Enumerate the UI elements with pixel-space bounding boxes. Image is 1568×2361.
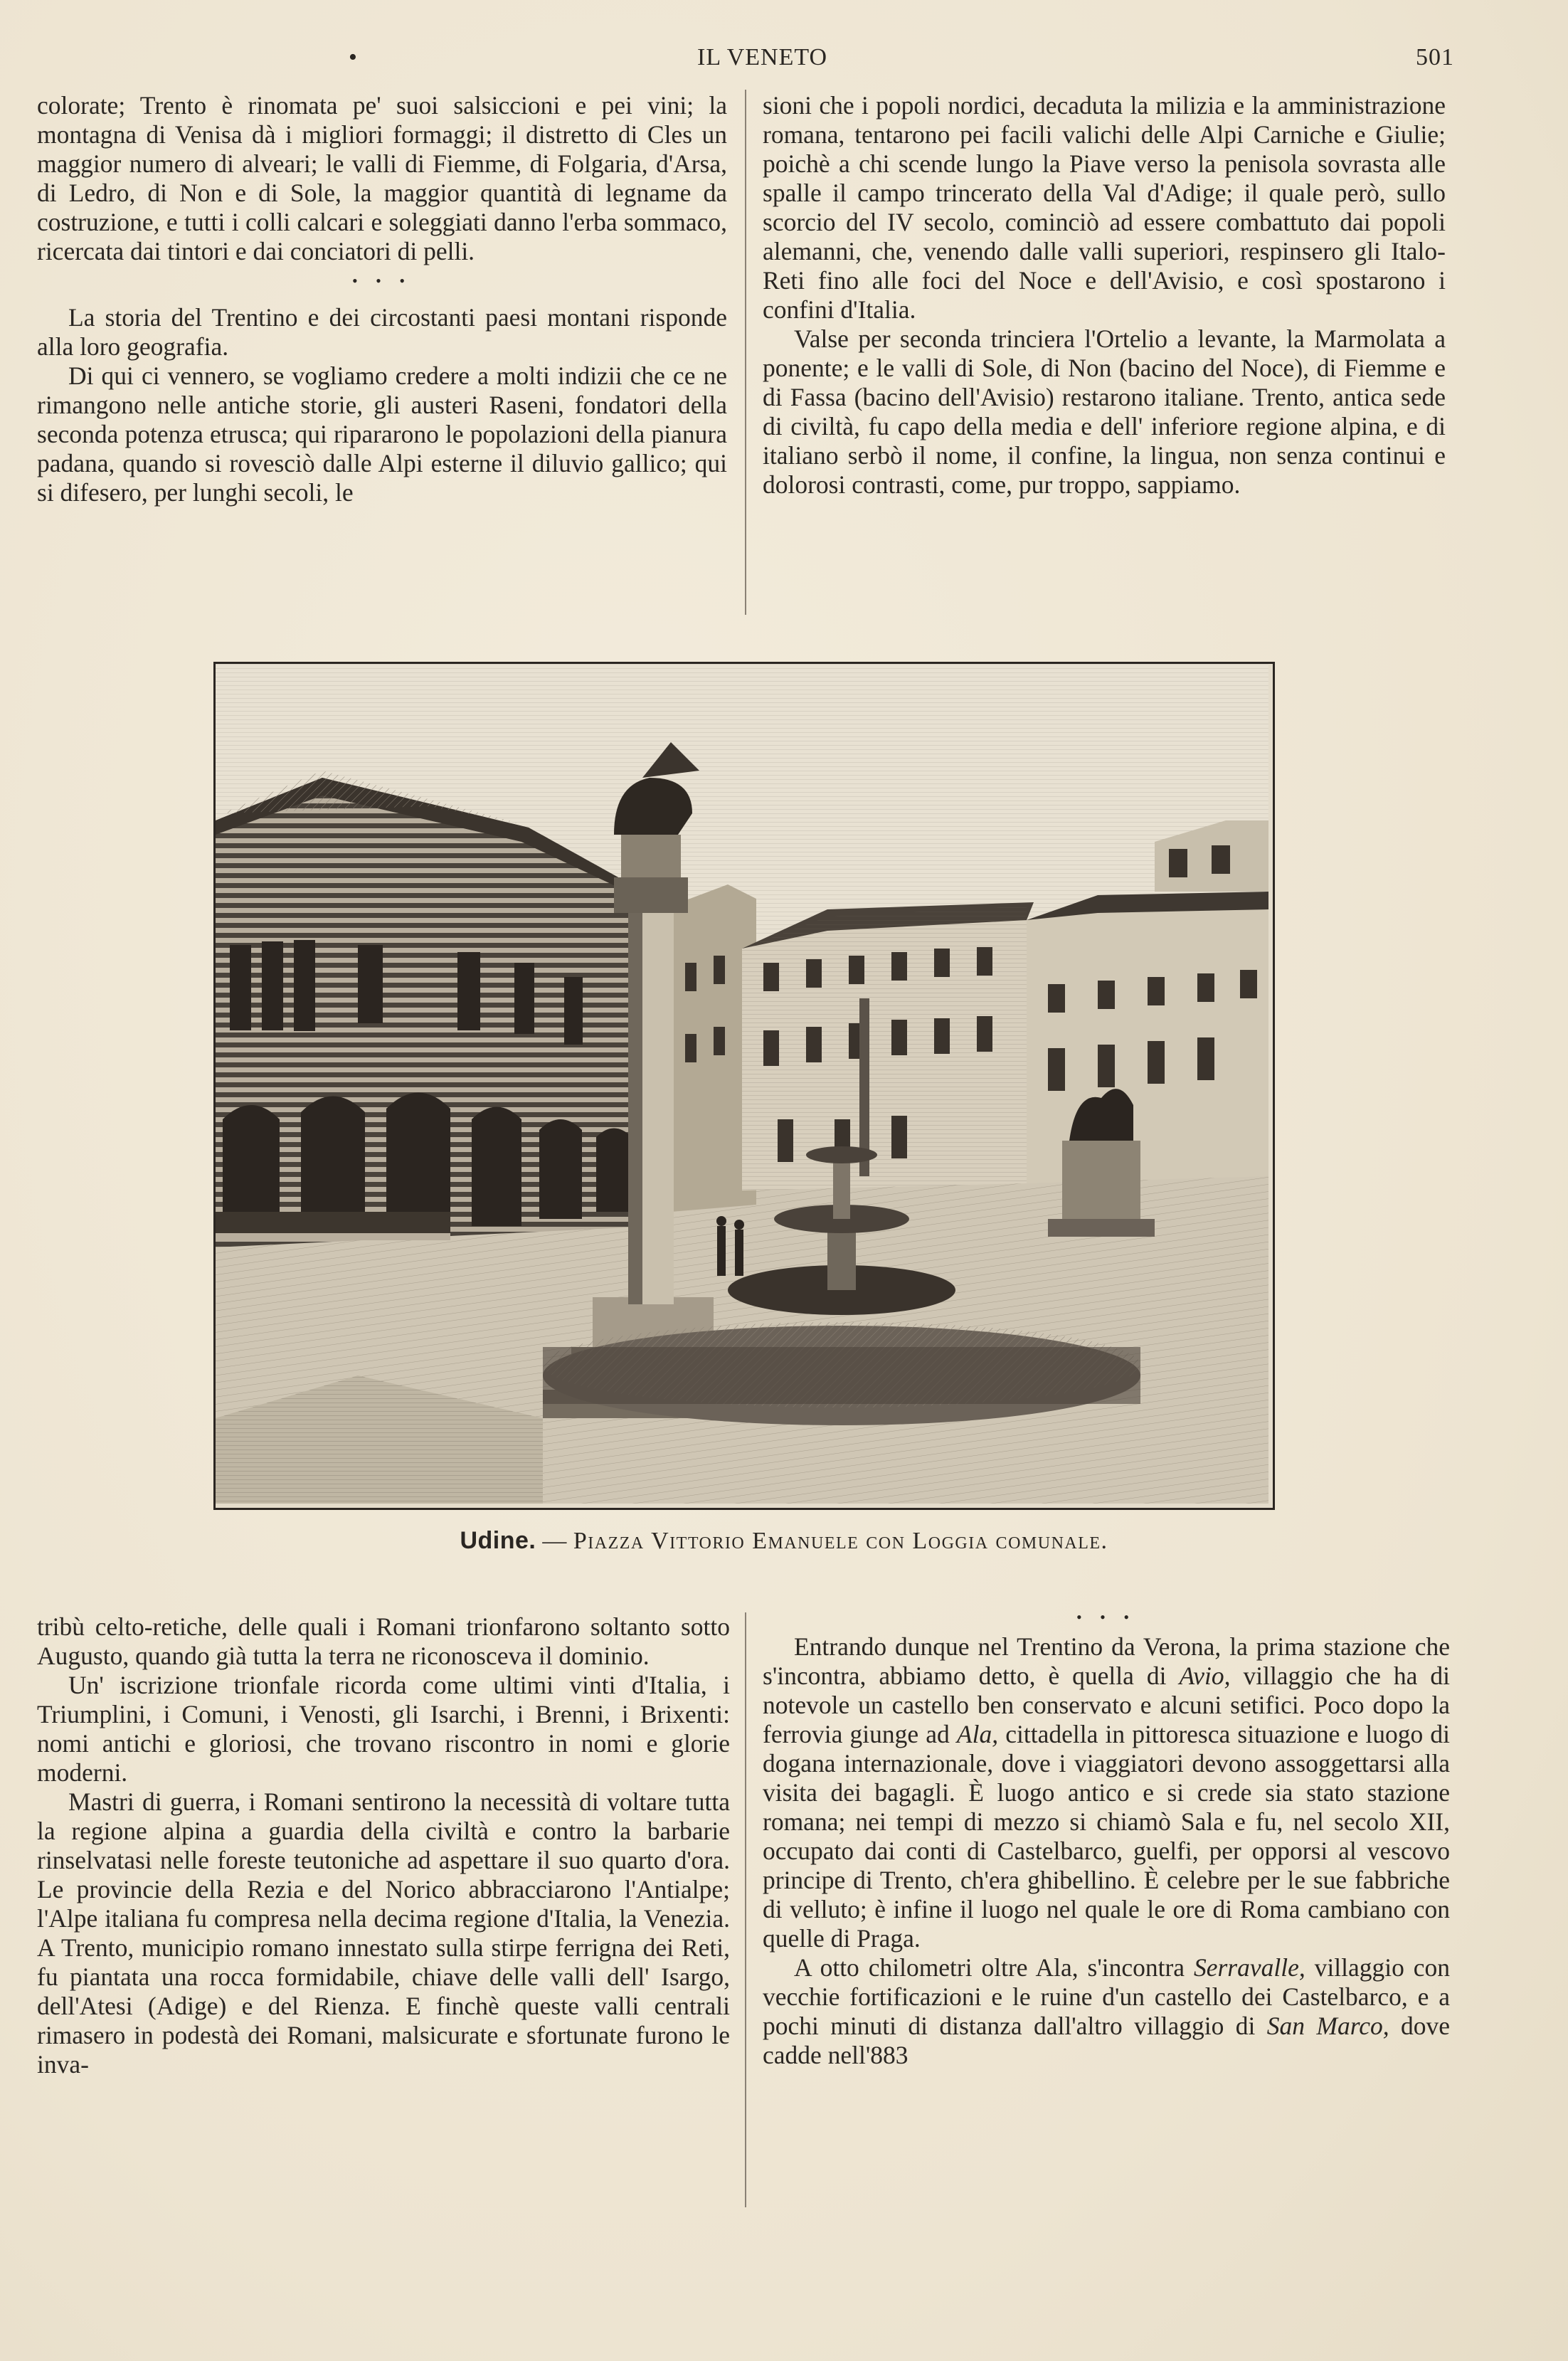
running-title: IL VENETO — [697, 44, 828, 70]
paragraph: La storia del Trentino e dei circostanti paesi montani risponde alla loro geografia. — [37, 303, 727, 361]
paragraph: Un' iscrizione trionfale ricorda come ultimi vinti d'Italia, i Triumplini, i Comuni, i Venosti, gli Isarchi, i Brenni, i Brixenti: nomi antichi e gloriosi, che trovano riscontro in nomi e glorie moderni. — [37, 1671, 730, 1787]
text-run: dove cadde nell'883 — [763, 2012, 1450, 2069]
text-run: villaggio che ha di notevole un castello ben conservato e alcuni setifici. Poco dopo la ferrovia giunge ad — [763, 1662, 1451, 1748]
piazza-engraving — [216, 664, 1268, 1504]
column-divider-bottom — [745, 1612, 746, 2207]
running-header — [36, 44, 1454, 80]
caption-dash: — — [542, 1528, 567, 1554]
text-run: A otto chilometri oltre Ala, s'incontra — [794, 1953, 1194, 1982]
column-top-right — [763, 91, 1446, 500]
page-number: 501 — [1416, 44, 1454, 70]
engraving-illustration — [213, 662, 1275, 1510]
caption-place: Udine. — [460, 1527, 536, 1554]
column-bottom-left — [37, 1612, 730, 2079]
caption-description: Piazza Vittorio Emanuele con Loggia comunale. — [573, 1528, 1108, 1554]
paragraph — [763, 1953, 1450, 2070]
header-dot: • — [349, 44, 358, 70]
section-separator: • • • — [1076, 1608, 1137, 1626]
text-run: villaggio con vecchie fortificazioni e le ruine d'un castello dei Castelbarco, e a pochi minuti di distanza dall'altro villaggio di — [763, 1953, 1451, 2040]
section-separator: • • • — [351, 272, 413, 290]
column-divider-top — [745, 90, 746, 615]
paragraph: Di qui ci vennero, se vogliamo credere a molti indizii che ce ne rimangono nelle antiche storie, gli austeri Raseni, fondatori della seconda potenza etrusca; qui ripararono le popolazioni della pianura padana, quando si rovesciò dalle Alpi esterne il diluvio gallico; qui si difesero, per lunghi secoli, le — [37, 361, 727, 507]
column-bottom-right — [763, 1608, 1451, 2070]
text-run: Entrando dunque nel Trentino da Verona, la prima stazione che s'incontra, abbiamo detto, è quella di — [763, 1632, 1450, 1690]
paragraph: Mastri di guerra, i Romani sentirono la necessità di voltare tutta la regione alpina a guardia della civiltà e contro la barbarie rinselvatasi nelle foreste teutoniche ad aspettare il suo quarto d'ora. Le provincie della Rezia e del Norico abbracciarono l'Antialpe; l'Alpe italiana fu compresa nella decima regione d'Italia, la Venezia. A Trento, municipio romano innestato sulla stirpe ferrigna dei Reti, fu piantata una rocca formidabile, chiave delle valli dell' Isargo, dell'Atesi (Adige) e del Rienza. E finchè queste valli centrali rimasero in podestà dei Romani, malsicurate e sfortunate furono le inva- — [37, 1787, 730, 2079]
place-name-san-marco: San Marco, — [1266, 2012, 1389, 2040]
column-top-left — [37, 91, 727, 507]
figure-caption — [0, 1527, 1568, 1555]
paragraph: sioni che i popoli nordici, decaduta la milizia e la amministrazione romana, tentarono pei facili valichi delle Alpi Carniche e Giulie; poichè a chi scende lungo la Piave verso la penisola sovrasta alle spalle il campo trincerato della Val d'Adige; il quale però, sullo scorcio del IV secolo, cominciò ad essere combattuto dai popoli alemanni, che, venendo dalle valli superiori, respinsero gli Italo-Reti fino alle foci del Noce e dell'Avisio, e così spostarono i confini d'Italia. — [763, 91, 1446, 324]
paragraph: colorate; Trento è rinomata pe' suoi salsiccioni e pei vini; la montagna di Venisa dà i migliori formaggi; il distretto di Cles un maggior numero di alveari; le valli di Fiemme, di Folgaria, d'Arsa, di Ledro, di Non e di Sole, la maggior quantità di legname da costruzione, e tutti i colli calcari e soleggiati danno l'erba sommaco, ricercata dai tintori e dai conciatori di pelli. — [37, 91, 727, 265]
place-name-serravalle: Serravalle, — [1193, 1953, 1305, 1982]
place-name-ala: Ala, — [956, 1720, 999, 1748]
paragraph: Valse per seconda trinciera l'Ortelio a levante, la Marmolata a ponente; e le valli di Sole, di Non (bacino del Noce), di Fiemme e di Fassa (bacino dell'Avisio) restarono italiane. Trento, antica sede di civiltà, fu capo della media e dell' inferiore regione alpina, e di italiano serbò il nome, il confine, la lingua, non senza continui e dolorosi contrasti, come, pur troppo, sappiamo. — [763, 324, 1446, 499]
text-run: cittadella in pittoresca situazione e luogo di dogana internazionale, dove i viaggiatori devono assoggettarsi alla visita dei bagagli. È luogo antico e si crede sia stato stazione romana; nei tempi di mezzo si chiamò Sala e fu, nel secolo XII, occupato dai conti di Castelbarco, guelfi, per opporsi al vescovo principe di Trento, ch'era ghibellino. È celebre per le sue fabbriche di velluto; è infine il luogo nel quale le ore di Roma cambiano con quelle di Praga. — [763, 1720, 1451, 1953]
paragraph: tribù celto-retiche, delle quali i Romani trionfarono soltanto sotto Augusto, quando già tutta la terra ne riconosceva il dominio. — [37, 1612, 730, 1670]
paragraph — [763, 1632, 1450, 1953]
place-name-avio: Avio, — [1179, 1662, 1231, 1690]
